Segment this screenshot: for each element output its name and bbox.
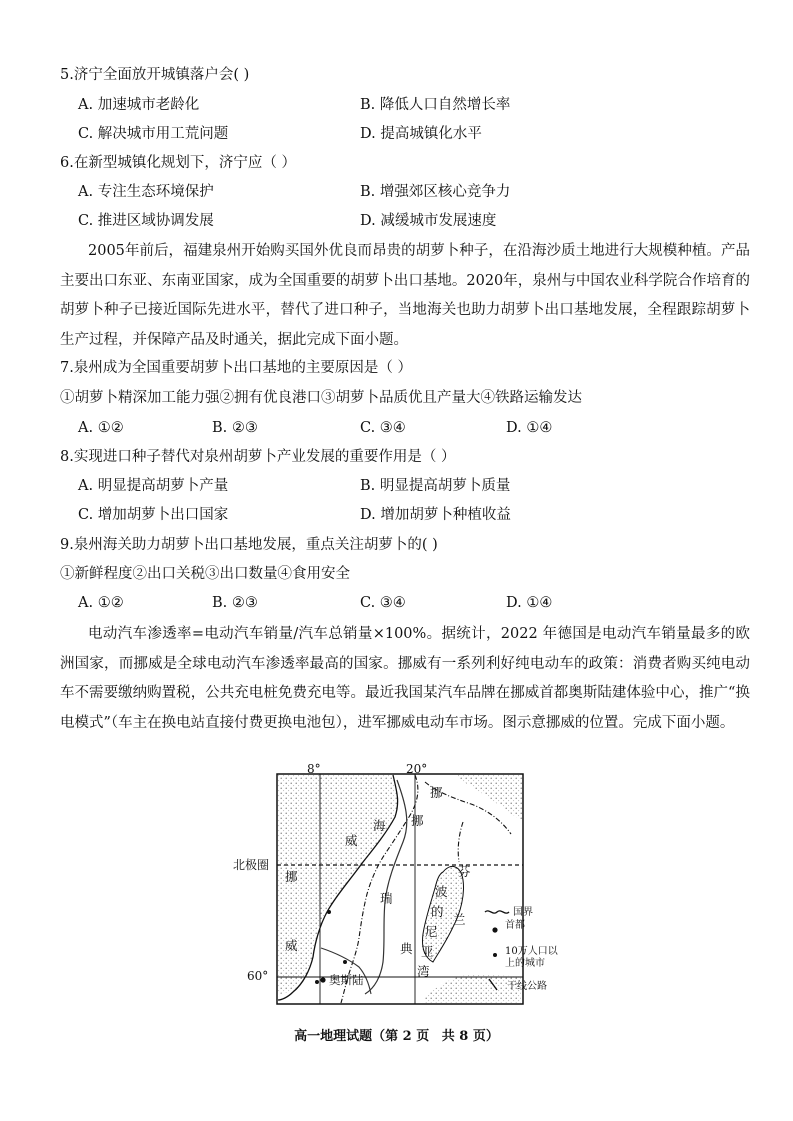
- legend-border-symbol: [485, 911, 509, 913]
- q5-option-c: C. 解决城市用工荒问题: [78, 126, 229, 142]
- label-norway-ne: 挪: [430, 785, 443, 800]
- legend-capital-label: 首都: [505, 920, 525, 931]
- q6-option-a: A. 专注生态环境保护: [78, 184, 214, 200]
- q6-option-d: D. 减缓城市发展速度: [360, 213, 497, 229]
- q6-option-c: C. 推进区域协调发展: [78, 213, 214, 229]
- q9-option-c: C. ③④: [360, 595, 406, 611]
- label-arctic-circle: 北极圈: [233, 858, 270, 872]
- q7-items: ①胡萝卜精深加工能力强②拥有优良港口③胡萝卜品质优且产量大④铁路运输发达: [60, 390, 582, 406]
- q9-option-b: B. ②③: [212, 595, 258, 611]
- city-dot: [315, 980, 319, 984]
- label-sweden-2: 典: [400, 941, 413, 956]
- label-norway-2: 威: [285, 938, 298, 953]
- label-norway-sea-3: 海: [373, 818, 386, 833]
- label-norway-1: 挪: [285, 869, 298, 884]
- q8-option-d: D. 增加胡萝卜种植收益: [360, 507, 511, 523]
- q7-stem: 7.泉州成为全国重要胡萝卜出口基地的主要原因是（ ）: [60, 360, 412, 376]
- q7-option-b: B. ②③: [212, 420, 258, 436]
- norway-location-map: [225, 762, 570, 1022]
- q7-option-d: D. ①④: [506, 420, 553, 436]
- legend-highway-label: 干线公路: [507, 981, 547, 992]
- q9-option-d: D. ①④: [506, 595, 553, 611]
- q9-option-a: A. ①②: [78, 595, 124, 611]
- q7-option-a: A. ①②: [78, 420, 124, 436]
- q9-items: ①新鲜程度②出口关税③出口数量④食用安全: [60, 566, 350, 582]
- passage-norway-ev: 电动汽车渗透率=电动汽车销量/汽车总销量×100%。据统计，2022 年德国是电动汽车销量最多的欧洲国家，而挪威是全球电动汽车渗透率最高的国家。挪威有一系列利好纯电动车的政策：消费者购买纯电动车不需要缴纳购置税，公共充电桩免费充电等。最近我国某汽车品牌在挪威首都奥斯陆建体验中心，推广“换电模式”（车主在换电站直接付费更换电池包），进军挪威电动车市场。图示意挪威的位置。完成下面小题。: [60, 626, 750, 731]
- legend-border-label: 国界: [513, 907, 533, 918]
- label-lon-20: 20°: [406, 762, 428, 776]
- legend-capital-symbol: [492, 927, 497, 932]
- label-norway-sea-2: 威: [345, 833, 358, 848]
- q7-option-c: C. ③④: [360, 420, 406, 436]
- footer-title: 高一地理试题（第 2 页: [294, 1029, 430, 1044]
- sweden-finland-border: [458, 822, 463, 862]
- passage-quanzhou-carrot: 2005年前后，福建泉州开始购买国外优良而昂贵的胡萝卜种子，在沿海沙质土地进行大规模种植。产品主要出口东亚、东南亚国家，成为全国重要的胡萝卜出口基地。2020年，泉州与中国农业科学院合作培育的胡萝卜种子已接近国际先进水平，替代了进口种子，当地海关也助力胡萝卜出口基地发展，全程跟踪胡萝卜生产过程，并保障产品及时通关，据此完成下面小题。: [60, 243, 750, 348]
- sea-area: [278, 775, 398, 994]
- q9-stem: 9.泉州海关助力胡萝卜出口基地发展，重点关注胡萝卜的( ): [60, 537, 438, 553]
- label-gulf-2: 的: [431, 904, 444, 919]
- q8-option-c: C. 增加胡萝卜出口国家: [78, 507, 229, 523]
- label-norway-sea-1: 挪: [411, 813, 424, 828]
- highway-route-south: [321, 948, 371, 994]
- city-dot: [343, 960, 347, 964]
- label-gulf-5: 湾: [417, 964, 430, 979]
- q5-option-d: D. 提高城镇化水平: [360, 126, 482, 142]
- label-finland-2: 兰: [453, 912, 466, 927]
- q5-stem: 5.济宁全面放开城镇落户会( ): [60, 67, 250, 83]
- capital-dot: [320, 977, 325, 982]
- q6-option-b: B. 增强郊区核心竞争力: [360, 184, 511, 200]
- q8-stem: 8.实现进口种子替代对泉州胡萝卜产业发展的重要作用是（ ）: [60, 449, 456, 465]
- label-lat-60: 60°: [247, 969, 269, 983]
- barents-sea: [455, 775, 522, 822]
- label-oslo: 奥斯陆: [329, 973, 364, 987]
- q8-option-a: A. 明显提高胡萝卜产量: [78, 478, 229, 494]
- label-gulf-3: 尼: [425, 924, 438, 939]
- q8-option-b: B. 明显提高胡萝卜质量: [360, 478, 511, 494]
- label-lon-8: 8°: [307, 762, 321, 776]
- legend-city-label: 10万人口以上的城市: [505, 946, 558, 969]
- label-finland-1: 芬: [458, 864, 471, 879]
- city-dot: [327, 910, 331, 914]
- legend-city-symbol: [493, 953, 497, 957]
- label-sweden-1: 瑞: [380, 891, 393, 906]
- label-gulf-1: 波: [435, 884, 448, 899]
- label-gulf-4: 亚: [421, 944, 434, 959]
- q6-stem: 6.在新型城镇化规划下，济宁应（ ）: [60, 155, 296, 171]
- footer-total: 共 8 页）: [441, 1029, 499, 1044]
- q5-option-a: A. 加速城市老龄化: [78, 97, 200, 113]
- page-footer: [0, 1025, 793, 1044]
- q5-option-b: B. 降低人口自然增长率: [360, 97, 511, 113]
